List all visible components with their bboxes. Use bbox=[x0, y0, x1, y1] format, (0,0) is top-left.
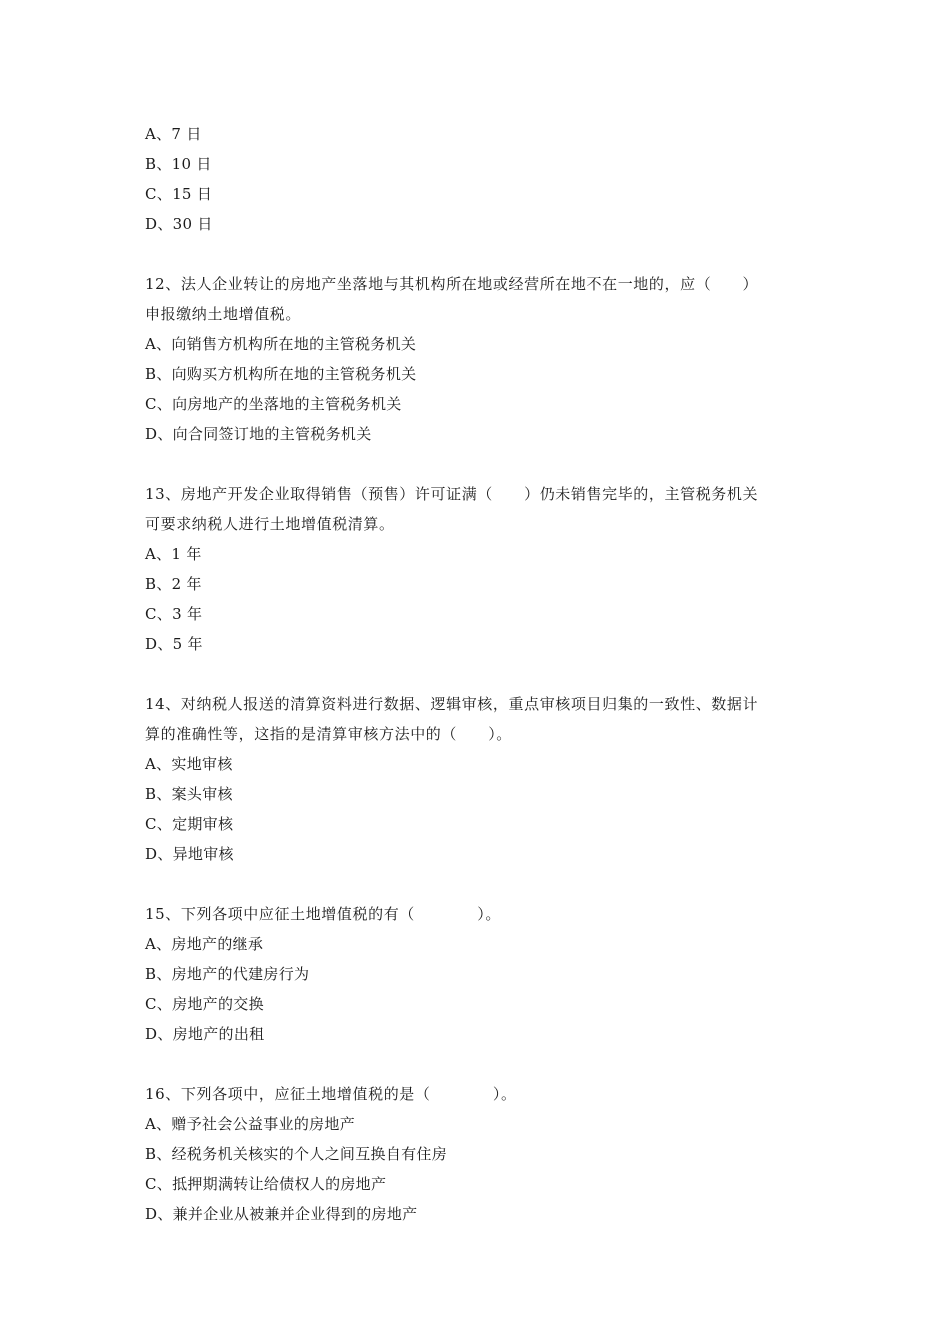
q11-option-a: A、7 日 bbox=[145, 125, 202, 143]
q13-text-line-2: 可要求纳税人进行土地增值税清算。 bbox=[145, 515, 395, 533]
q16-option-d: D、兼并企业从被兼并企业得到的房地产 bbox=[145, 1205, 418, 1223]
q16-text-line-1: 16、下列各项中，应征土地增值税的是（ ）。 bbox=[145, 1085, 517, 1103]
q13-text-line-1: 13、房地产开发企业取得销售（预售）许可证满（ ）仍未销售完毕的，主管税务机关 bbox=[145, 485, 759, 503]
q14-option-a: A、实地审核 bbox=[145, 755, 233, 773]
q15-option-c: C、房地产的交换 bbox=[145, 995, 264, 1013]
q14-text-line-2: 算的准确性等，这指的是清算审核方法中的（ ）。 bbox=[145, 725, 512, 743]
q15-option-d: D、房地产的出租 bbox=[145, 1025, 265, 1043]
q16-option-b: B、经税务机关核实的个人之间互换自有住房 bbox=[145, 1145, 448, 1163]
q14-option-b: B、案头审核 bbox=[145, 785, 233, 803]
q16-option-c: C、抵押期满转让给债权人的房地产 bbox=[145, 1175, 387, 1193]
q14-option-c: C、定期审核 bbox=[145, 815, 234, 833]
q11-option-d: D、30 日 bbox=[145, 215, 213, 233]
q11-option-b: B、10 日 bbox=[145, 155, 212, 173]
q14-option-d: D、异地审核 bbox=[145, 845, 234, 863]
q16-option-a: A、赠予社会公益事业的房地产 bbox=[145, 1115, 356, 1133]
q12-option-c: C、向房地产的坐落地的主管税务机关 bbox=[145, 395, 402, 413]
q13-option-c: C、3 年 bbox=[145, 605, 203, 623]
q11-option-c: C、15 日 bbox=[145, 185, 213, 203]
q12-option-d: D、向合同签订地的主管税务机关 bbox=[145, 425, 372, 443]
q12-text-line-1: 12、法人企业转让的房地产坐落地与其机构所在地或经营所在地不在一地的，应（ ） bbox=[145, 275, 759, 293]
q14-text-line-1: 14、对纳税人报送的清算资料进行数据、逻辑审核，重点审核项目归集的一致性、数据计 bbox=[145, 695, 759, 713]
q13-option-b: B、2 年 bbox=[145, 575, 202, 593]
q15-option-b: B、房地产的代建房行为 bbox=[145, 965, 310, 983]
q13-option-d: D、5 年 bbox=[145, 635, 203, 653]
q12-text-line-2: 申报缴纳土地增值税。 bbox=[145, 305, 302, 323]
q12-option-b: B、向购买方机构所在地的主管税务机关 bbox=[145, 365, 417, 383]
q13-option-a: A、1 年 bbox=[145, 545, 202, 563]
q15-option-a: A、房地产的继承 bbox=[145, 935, 264, 953]
q15-text-line-1: 15、下列各项中应征土地增值税的有（ ）。 bbox=[145, 905, 501, 923]
q12-option-a: A、向销售方机构所在地的主管税务机关 bbox=[145, 335, 417, 353]
